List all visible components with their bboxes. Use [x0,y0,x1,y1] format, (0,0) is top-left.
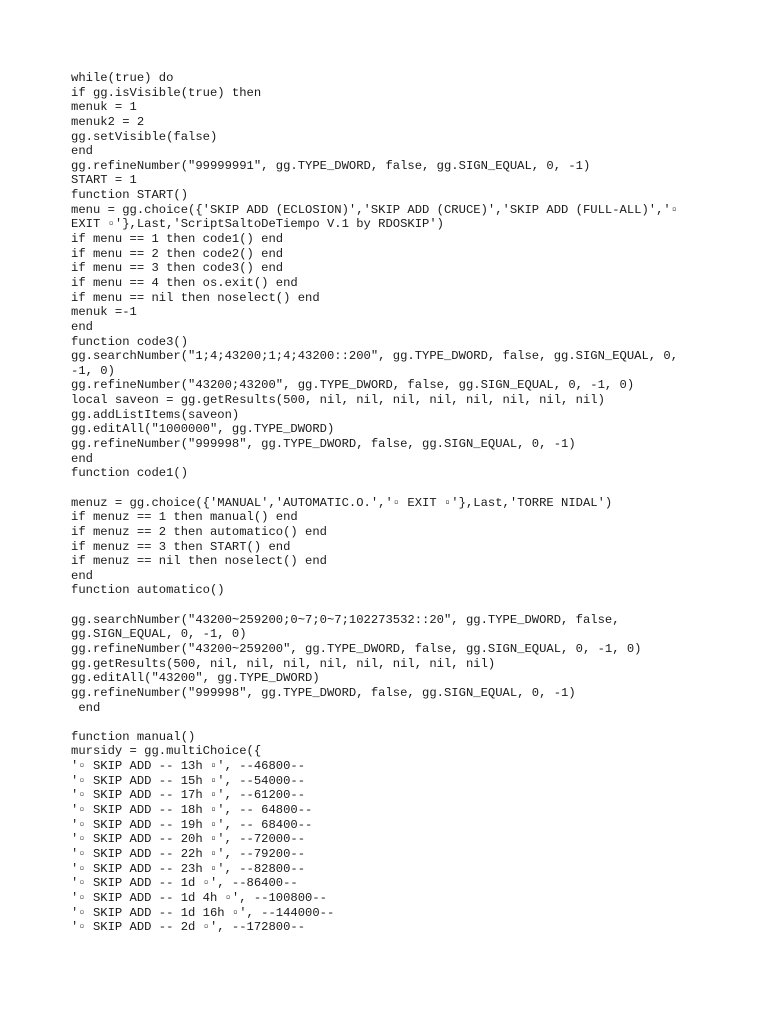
code-line: gg.SIGN_EQUAL, 0, -1, 0) [71,627,247,642]
code-line: '▫ SKIP ADD -- 23h ▫', --82800-- [71,861,306,876]
code-line: if menu == 2 then code2() end [71,246,284,261]
code-line: if menuz == 3 then START() end [71,539,291,554]
code-line [71,715,711,730]
code-line: function code1() [71,466,189,481]
code-line: menuz = gg.choice({'MANUAL','AUTOMATIC.O.','▫ EXIT ▫'},Last,'TORRE NIDAL') [71,495,613,510]
code-line: if menu == 3 then code3() end [71,261,284,276]
code-line: '▫ SKIP ADD -- 19h ▫', -- 68400-- [71,817,313,832]
code-line: gg.searchNumber("1;4;43200;1;4;43200::200", gg.TYPE_DWORD, false, gg.SIGN_EQUAL, 0, [71,349,679,364]
code-line: gg.editAll("1000000", gg.TYPE_DWORD) [71,422,335,437]
code-line: gg.refineNumber("999998", gg.TYPE_DWORD, false, gg.SIGN_EQUAL, 0, -1) [71,685,576,700]
code-line [71,481,711,496]
code-line: '▫ SKIP ADD -- 17h ▫', --61200-- [71,788,306,803]
code-line: end [71,451,93,466]
code-line: '▫ SKIP ADD -- 22h ▫', --79200-- [71,846,306,861]
code-line: if menuz == 2 then automatico() end [71,524,327,539]
code-line: end [71,700,101,715]
code-line: gg.refineNumber("43200~259200", gg.TYPE_DWORD, false, gg.SIGN_EQUAL, 0, -1, 0) [71,641,642,656]
code-line: '▫ SKIP ADD -- 18h ▫', -- 64800-- [71,803,313,818]
code-line: -1, 0) [71,363,115,378]
code-line: function START() [71,188,189,203]
code-line [71,598,711,613]
code-listing [71,71,711,935]
code-line: function automatico() [71,583,225,598]
code-line: gg.addListItems(saveon) [71,407,240,422]
code-line: if gg.isVisible(true) then [71,85,262,100]
code-line: menuk = 1 [71,100,137,115]
code-line: if menuz == nil then noselect() end [71,554,327,569]
code-line: gg.searchNumber("43200~259200;0~7;0~7;102273532::20", gg.TYPE_DWORD, false, [71,612,620,627]
code-line: '▫ SKIP ADD -- 1d ▫', --86400-- [71,876,298,891]
code-line: EXIT ▫'},Last,'ScriptSaltoDeTiempo V.1 by RDOSKIP') [71,217,444,232]
code-line: function code3() [71,334,189,349]
code-line: '▫ SKIP ADD -- 20h ▫', --72000-- [71,832,306,847]
code-line: menuk2 = 2 [71,114,145,129]
code-line: menuk =-1 [71,305,137,320]
code-line: '▫ SKIP ADD -- 1d 16h ▫', --144000-- [71,905,335,920]
code-line: mursidy = gg.multiChoice({ [71,744,262,759]
code-line: '▫ SKIP ADD -- 1d 4h ▫', --100800-- [71,890,327,905]
code-line: gg.refineNumber("999998", gg.TYPE_DWORD, false, gg.SIGN_EQUAL, 0, -1) [71,437,576,452]
code-line: menu = gg.choice({'SKIP ADD (ECLOSION)','SKIP ADD (CRUCE)','SKIP ADD (FULL-ALL)','▫ [71,202,679,217]
code-line: gg.refineNumber("43200;43200", gg.TYPE_DWORD, false, gg.SIGN_EQUAL, 0, -1, 0) [71,378,635,393]
code-line: end [71,568,93,583]
code-line: if menu == nil then noselect() end [71,290,320,305]
code-line: gg.getResults(500, nil, nil, nil, nil, nil, nil, nil, nil) [71,656,496,671]
code-line: local saveon = gg.getResults(500, nil, nil, nil, nil, nil, nil, nil, nil) [71,393,605,408]
code-line: end [71,319,93,334]
code-line: function manual() [71,729,196,744]
code-line: '▫ SKIP ADD -- 15h ▫', --54000-- [71,773,306,788]
code-line: if menuz == 1 then manual() end [71,510,298,525]
code-line: '▫ SKIP ADD -- 2d ▫', --172800-- [71,920,306,935]
code-line: gg.editAll("43200", gg.TYPE_DWORD) [71,671,320,686]
code-line: if menu == 1 then code1() end [71,232,284,247]
code-line: gg.setVisible(false) [71,129,218,144]
code-line: while(true) do [71,71,174,85]
code-line: gg.refineNumber("99999991", gg.TYPE_DWORD, false, gg.SIGN_EQUAL, 0, -1) [71,158,591,173]
code-line: START = 1 [71,173,137,188]
code-line: '▫ SKIP ADD -- 13h ▫', --46800-- [71,759,306,774]
code-line: if menu == 4 then os.exit() end [71,275,298,290]
code-line: end [71,144,93,159]
